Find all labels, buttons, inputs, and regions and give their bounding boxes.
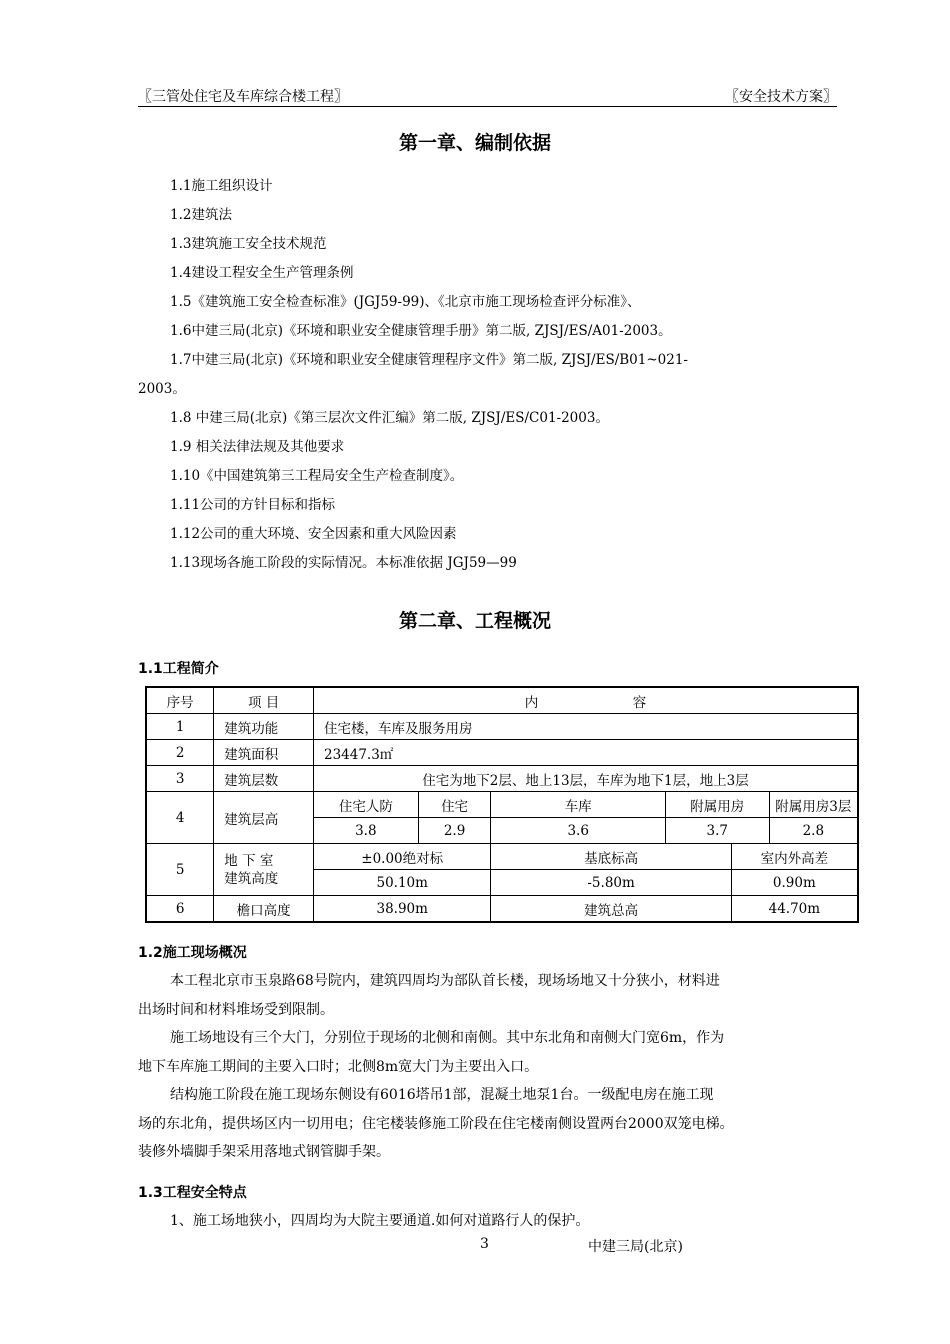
row-item: 建筑功能: [214, 714, 314, 740]
table-row: [146, 896, 858, 923]
paragraph-line: 场的东北角，提供场区内一切用电；住宅楼装修施工阶段在住宅楼南侧设置两台2000双笼电梯。: [138, 1115, 734, 1132]
table-row: [146, 740, 858, 766]
paragraph-line: 本工程北京市玉泉路68号院内，建筑四周均为部队首长楼，现场场地又十分狭小，材料进: [170, 973, 720, 989]
page-number: 3: [480, 1236, 489, 1252]
site-overview-text: [138, 967, 840, 1167]
section-1-3-title: 1.3工程安全特点: [138, 1185, 247, 1201]
value-cell: 2.9: [418, 818, 491, 844]
subheader-cell: 室内外高差: [731, 844, 858, 870]
subheader-cell: 附属用房3层: [769, 792, 858, 818]
row-item-line: 建筑高度: [224, 870, 279, 887]
chapter2-title: 第二章、工程概况: [398, 610, 551, 632]
row-no: 4: [146, 792, 214, 844]
row-item-line: 地 下 室: [224, 852, 274, 869]
header-cell: 项 目: [214, 687, 314, 714]
table-row: [146, 766, 858, 792]
safety-features-text: [138, 1207, 840, 1236]
header-cell: 内 容: [313, 687, 858, 714]
table-row: [146, 844, 858, 870]
basis-item-continued: 2003。: [138, 381, 186, 397]
value-cell: 建筑总高: [491, 896, 731, 923]
header-rule: [138, 106, 837, 107]
row-no: 6: [146, 896, 214, 923]
subheader-cell: 附属用房: [665, 792, 769, 818]
row-no: 2: [146, 740, 214, 766]
row-item: 建筑层高: [214, 792, 314, 844]
value-cell: 2.8: [769, 818, 858, 844]
paragraph-line: 装修外墙脚手架采用落地式钢管脚手架。: [138, 1144, 390, 1160]
basis-item: 1.3建筑施工安全技术规范: [170, 236, 327, 252]
subheader-cell: 基底标高: [491, 844, 731, 870]
paragraph-line: 出场时间和材料堆场受到限制。: [138, 1001, 334, 1018]
value-cell: 50.10m: [313, 870, 490, 896]
basis-item: 1.6中建三局(北京)《环境和职业安全健康管理手册》第二版, ZJSJ/ES/A01-2003。: [170, 323, 672, 339]
row-item: 建筑面积: [214, 740, 314, 766]
paragraph-line: 地下车库施工期间的主要入口时；北侧8m宽大门为主要出入口。: [138, 1058, 539, 1075]
value-cell: 44.70m: [731, 896, 858, 923]
value-cell: 3.6: [491, 818, 665, 844]
basis-item: 1.2建筑法: [170, 207, 232, 223]
row-item: [214, 844, 314, 896]
value-cell: 38.90m: [313, 896, 490, 923]
table-header-row: [146, 687, 858, 714]
footer-company: 中建三局(北京): [588, 1239, 683, 1255]
header-cell: 序号: [146, 687, 214, 714]
subheader-cell: 车库: [491, 792, 665, 818]
subheader-cell: ±0.00绝对标: [313, 844, 490, 870]
paragraph-line: 结构施工阶段在施工现场东侧设有6016塔吊1部，混凝土地泵1台。一级配电房在施工现: [170, 1087, 714, 1103]
basis-item: 1.11公司的方针目标和指标: [170, 497, 336, 513]
basis-item: 1.5《建筑施工安全检查标准》(JGJ59-99)、《北京市施工现场检查评分标准》、: [170, 294, 641, 310]
row-item: 建筑层数: [214, 766, 314, 792]
basis-item: 1.9 相关法律法规及其他要求: [170, 439, 345, 455]
value-cell: 0.90m: [731, 870, 858, 896]
basis-list: [138, 172, 838, 578]
header-document-type: 〖安全技术方案〗: [725, 89, 837, 105]
paragraph-line: 1、施工场地狭小，四周均为大院主要通道.如何对道路行人的保护。: [170, 1213, 590, 1229]
row-value: 住宅为地下2层、地上13层，车库为地下1层，地上3层: [313, 766, 858, 792]
basis-item: 1.10《中国建筑第三工程局安全生产检查制度》。: [170, 468, 464, 484]
basis-item: 1.8 中建三局(北京)《第三层次文件汇编》第二版, ZJSJ/ES/C01-2003。: [170, 410, 609, 426]
table-row: [146, 714, 858, 740]
row-value: 住宅楼，车库及服务用房: [313, 714, 858, 740]
subheader-cell: 住宅人防: [313, 792, 418, 818]
row-value: 23447.3㎡: [313, 740, 858, 766]
basis-item: 1.7中建三局(北京)《环境和职业安全健康管理程序文件》第二版, ZJSJ/ES/B01~021-: [170, 352, 688, 368]
basis-item: 1.12公司的重大环境、安全因素和重大风险因素: [170, 526, 457, 542]
section-1-2-title: 1.2施工现场概况: [138, 945, 247, 961]
row-no: 3: [146, 766, 214, 792]
value-cell: 3.7: [665, 818, 769, 844]
table-row: [146, 792, 858, 818]
row-no: 5: [146, 844, 214, 896]
row-no: 1: [146, 714, 214, 740]
project-overview-table: [145, 686, 859, 923]
value-cell: -5.80m: [491, 870, 731, 896]
basis-item: 1.1施工组织设计: [170, 178, 273, 194]
section-1-1-title: 1.1工程简介: [138, 661, 219, 677]
row-item: 檐口高度: [214, 896, 314, 923]
subheader-cell: 住宅: [418, 792, 491, 818]
value-cell: 3.8: [313, 818, 418, 844]
basis-item: 1.13现场各施工阶段的实际情况。本标准依据 JGJ59—99: [170, 555, 517, 571]
basis-item: 1.4建设工程安全生产管理条例: [170, 265, 354, 281]
chapter1-title: 第一章、编制依据: [398, 132, 551, 154]
header-project-title: 〖三管处住宅及车库综合楼工程〗: [138, 89, 348, 105]
paragraph-line: 施工场地设有三个大门，分别位于现场的北侧和南侧。其中东北角和南侧大门宽6m，作为: [170, 1030, 725, 1046]
